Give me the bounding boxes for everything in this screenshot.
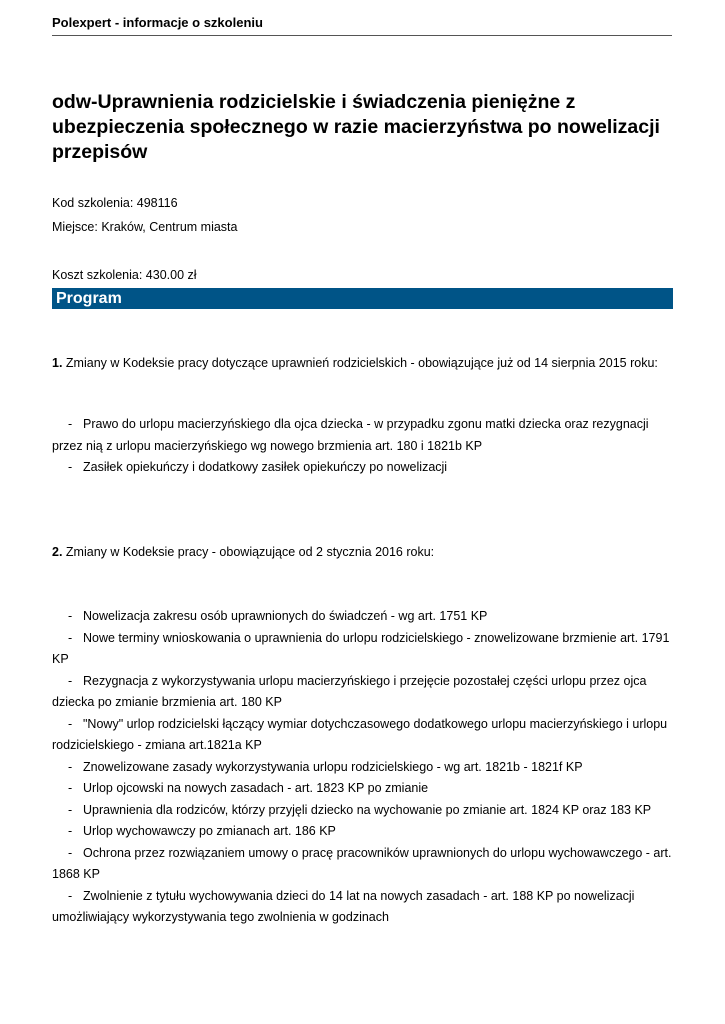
section-number: 1.	[52, 356, 63, 370]
list-item: - Urlop ojcowski na nowych zasadach - art. 1823 KP po zmianie	[68, 781, 429, 795]
list-item: - Zwolnienie z tytułu wychowywania dzieci do 14 lat na nowych zasadach - art. 188 KP po nowelizacji umożliwiający wykorzystywania tego zwolnienia w godzinach	[52, 888, 635, 924]
list-item: - Uprawnienia dla rodziców, którzy przyjęli dziecko na wychowanie po zmianie art. 1824 KP oraz 183 KP	[68, 802, 652, 817]
course-title: odw-Uprawnienia rodzicielskie i świadczenia pieniężne z ubezpieczenia społecznego w razie macierzyństwa po nowelizacji przepisów	[52, 91, 660, 163]
list-item: - Urlop wychowawczy po zmianach art. 186 KP	[68, 824, 336, 838]
program-heading: Program	[52, 288, 673, 309]
list-item: - Zasiłek opiekuńczy i dodatkowy zasiłek opiekuńczy po nowelizacji	[68, 460, 448, 474]
list-item: - Rezygnacja z wykorzystywania urlopu macierzyńskiego i przejęcie pozostałej części urlopu przez ojca dziecka po zmianie brzmienia art. 180 KP	[52, 673, 647, 709]
list-item: - Ochrona przez rozwiązaniem umowy o pracę pracowników uprawnionych do urlopu wychowawczego - art. 1868 KP	[52, 845, 672, 881]
section-1-heading	[52, 355, 658, 371]
section-2-heading	[52, 544, 434, 560]
section-number: 2.	[52, 545, 63, 559]
section-text: Zmiany w Kodeksie pracy dotyczące uprawnień rodzicielskich - obowiązujące już od 14 sierpnia 2015 roku:	[62, 356, 658, 370]
list-item: - Znowelizowane zasady wykorzystywania urlopu rodzicielskiego - wg art. 1821b - 1821f KP	[68, 759, 583, 774]
page-header: Polexpert - informacje o szkoleniu	[52, 14, 672, 36]
list-item: - Nowelizacja zakresu osób uprawnionych do świadczeń - wg art. 1751 KP	[68, 609, 488, 623]
list-item: - "Nowy" urlop rodzicielski łączący wymiar dotychczasowego dodatkowego urlopu macierzyńskiego i urlopu rodzicielskiego - zmiana art.1821a KP	[52, 716, 668, 752]
course-cost: Koszt szkolenia: 430.00 zł	[52, 268, 197, 282]
course-location: Miejsce: Kraków, Centrum miasta	[52, 220, 238, 234]
section-1-list	[52, 414, 677, 479]
course-code: Kod szkolenia: 498116	[52, 196, 178, 210]
section-2-list	[52, 606, 677, 929]
list-item: - Prawo do urlopu macierzyńskiego dla ojca dziecka - w przypadku zgonu matki dziecka oraz rezygnacji przez nią z urlopu macierzyńskiego wg nowego brzmienia art. 180 i 1821b KP	[52, 417, 649, 453]
section-text: Zmiany w Kodeksie pracy - obowiązujące od 2 stycznia 2016 roku:	[62, 545, 435, 559]
list-item: - Nowe terminy wnioskowania o uprawnienia do urlopu rodzicielskiego - znowelizowane brzmienie art. 1791 KP	[52, 630, 670, 666]
